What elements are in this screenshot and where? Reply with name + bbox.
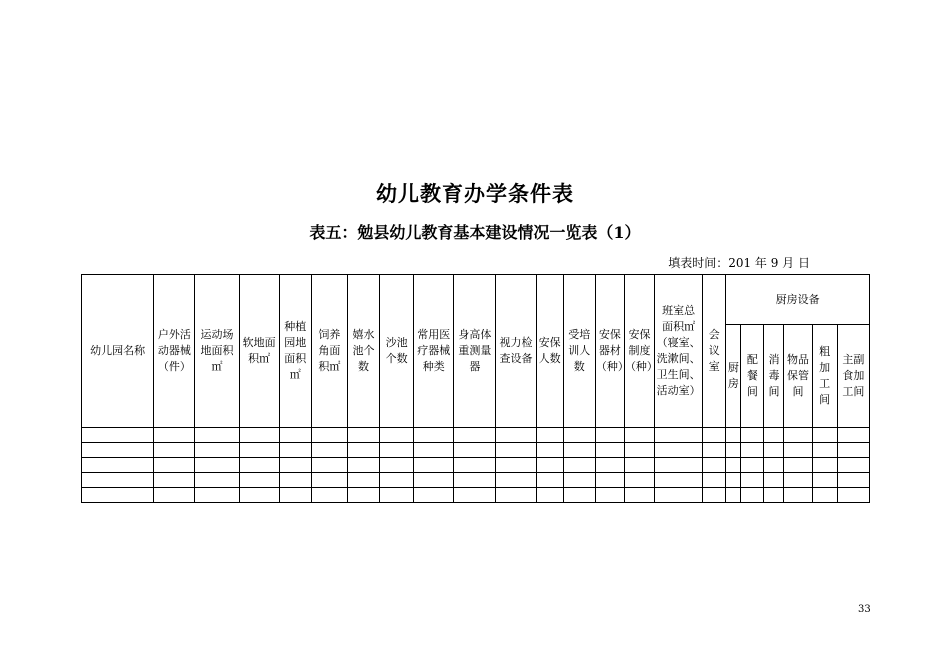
header-disinfection-room: 消 毒 间: [764, 325, 784, 428]
page-number: 33: [858, 604, 871, 615]
table-row: [82, 428, 870, 443]
fill-date: 填表时间：201 年 9 月 日: [668, 256, 810, 270]
header-kindergarten-name: 幼儿园名称: [82, 275, 154, 428]
header-vision-equipment: 视力检 查设备: [496, 275, 536, 428]
table-subtitle: 表五：勉县幼儿教育基本建设情况一览表（1）: [309, 223, 641, 242]
header-kitchen-equipment: 厨房设备: [726, 275, 870, 325]
table-row: [82, 473, 870, 488]
header-rough-processing-room: 粗 加 工 间: [812, 325, 837, 428]
header-planting-area: 种植 园地 面积 ㎡: [279, 275, 311, 428]
table-row: [82, 458, 870, 473]
header-security-staff: 安保 人数: [536, 275, 563, 428]
header-security-rules: 安保 制度 （种）: [624, 275, 654, 428]
header-height-weight-meter: 身高体 重测量 器: [454, 275, 496, 428]
header-meeting-room: 会 议 室: [703, 275, 726, 428]
header-classroom-area: 班室总 面积㎡ （寝室、 洗漱间、 卫生间、 活动室）: [655, 275, 703, 428]
header-kitchen: 厨 房: [726, 325, 741, 428]
header-playground-area: 运动场 地面积 ㎡: [195, 275, 239, 428]
header-trained-staff: 受培 训人 数: [563, 275, 595, 428]
header-storage-room: 物品 保管 间: [784, 325, 812, 428]
header-outdoor-equipment: 户外活 动器械 （件）: [154, 275, 195, 428]
header-serving-room: 配 餐 间: [741, 325, 764, 428]
header-sandpit-count: 沙池 个数: [380, 275, 414, 428]
header-soft-ground-area: 软地面 积㎡: [239, 275, 279, 428]
header-feeding-corner-area: 饲养 角面 积㎡: [311, 275, 347, 428]
table-row: [82, 488, 870, 503]
header-water-pool-count: 嬉水 池个 数: [347, 275, 379, 428]
table-row: [82, 443, 870, 458]
document-title: 幼儿教育办学条件表: [376, 181, 574, 206]
header-security-devices: 安保 器材 （种）: [595, 275, 624, 428]
header-food-processing-room: 主副 食加 工间: [837, 325, 869, 428]
construction-table: [81, 274, 870, 503]
header-medical-equipment: 常用医 疗器械 种类: [414, 275, 454, 428]
